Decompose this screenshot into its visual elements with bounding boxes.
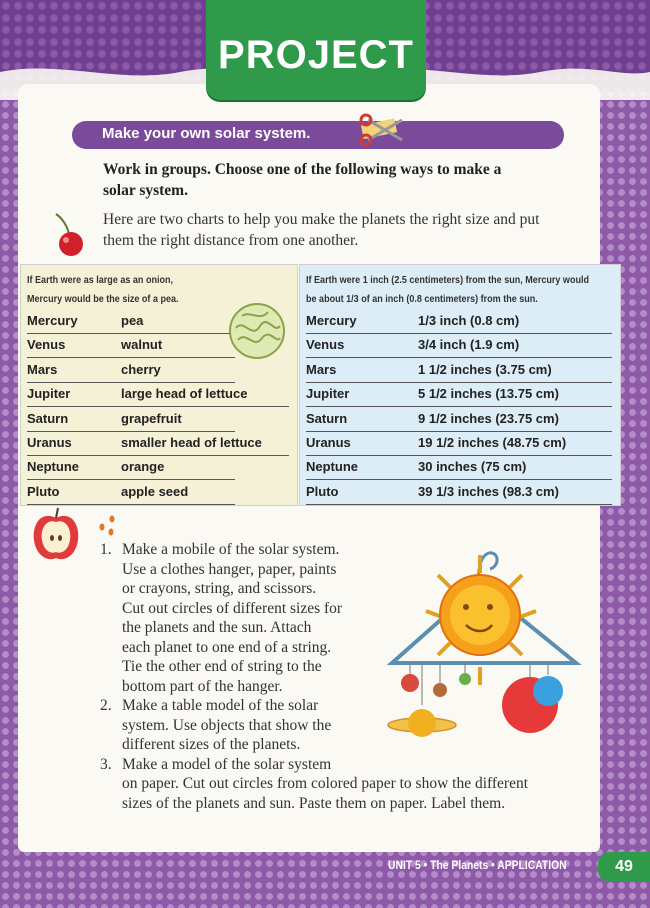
step-line: or crayons, string, and scissors. xyxy=(122,580,317,597)
intro-paragraph: Here are two charts to help you make the planets the right size and put them the right distance from one another. xyxy=(103,211,540,249)
planet-name: Saturn xyxy=(27,410,69,426)
solar-system-mobile-illustration xyxy=(380,545,590,760)
distance-value: 5 1/2 inches (13.75 cm) xyxy=(418,386,559,402)
size-chart-note-line: If Earth were as large as an onion, xyxy=(27,274,174,286)
step-line: bottom part of the hanger. xyxy=(122,677,283,695)
planet-distance-chart xyxy=(299,264,621,506)
table-row xyxy=(306,333,612,358)
list-item xyxy=(100,755,570,814)
planet-name: Mars xyxy=(27,361,58,377)
cherry-icon xyxy=(52,212,92,258)
planet-name: Uranus xyxy=(306,435,351,450)
planet-name: Neptune xyxy=(306,459,358,475)
comparison-object: orange xyxy=(121,459,165,475)
scissors-icon xyxy=(358,112,410,148)
table-row xyxy=(306,431,612,456)
banner-text: Make your own solar system. xyxy=(102,125,311,142)
table-row xyxy=(27,431,289,456)
planet-name: Mars xyxy=(306,361,337,377)
comparison-object: apple seed xyxy=(121,483,189,499)
step-line: the planets and the sun. Attach xyxy=(122,619,312,636)
distance-value: 3/4 inch (1.9 cm) xyxy=(418,337,520,353)
step-line: on paper. Cut out circles from colored paper to show the different xyxy=(122,775,529,792)
step-line: Use a clothes hanger, paper, paints xyxy=(122,560,337,578)
table-row xyxy=(27,358,235,383)
step-number: 3. xyxy=(100,755,112,773)
project-header-tab xyxy=(206,0,426,100)
table-row xyxy=(27,407,235,432)
table-row xyxy=(306,407,612,432)
page-title: PROJECT xyxy=(218,32,414,77)
step-number: 2. xyxy=(100,697,112,714)
seeds-icon xyxy=(96,515,120,537)
intro-instructions: Work in groups. Choose one of the following ways to make a solar system. xyxy=(103,161,502,199)
distance-chart-note-line: be about 1/3 of an inch (0.8 centimeters) from the sun. xyxy=(306,293,538,305)
distance-value: 39 1/3 inches (98.3 cm) xyxy=(418,483,559,499)
planet-name: Mercury xyxy=(27,313,78,328)
planet-name: Jupiter xyxy=(27,386,71,402)
lettuce-icon xyxy=(226,300,288,362)
comparison-object: grapefruit xyxy=(121,410,182,426)
table-row xyxy=(27,455,235,480)
size-chart-note xyxy=(27,271,179,309)
comparison-object: pea xyxy=(121,313,144,328)
planet-name: Mercury xyxy=(306,313,357,328)
distance-chart-note xyxy=(306,271,589,309)
table-row xyxy=(27,382,289,407)
table-row xyxy=(27,480,235,505)
table-row xyxy=(306,382,612,407)
planet-name: Pluto xyxy=(306,483,339,499)
distance-value: 1/3 inch (0.8 cm) xyxy=(418,313,520,328)
distance-value: 1 1/2 inches (3.75 cm) xyxy=(418,361,552,377)
comparison-object: walnut xyxy=(121,337,163,353)
step-line: system. Use objects that show the xyxy=(122,716,332,734)
step-line: Make a table model of the solar xyxy=(122,697,319,714)
planet-name: Pluto xyxy=(27,483,60,499)
step-line: sizes of the planets and sun. Paste them on paper. Label them. xyxy=(122,794,506,812)
comparison-object: large head of lettuce xyxy=(121,386,248,402)
table-row xyxy=(306,358,612,383)
size-chart-note-line: Mercury would be the size of a pea. xyxy=(27,293,179,305)
planet-name: Venus xyxy=(27,337,66,353)
table-row xyxy=(27,333,235,358)
step-line: different sizes of the planets. xyxy=(122,736,301,753)
planet-name: Neptune xyxy=(27,459,79,475)
table-row xyxy=(306,480,612,505)
comparison-object: cherry xyxy=(121,361,161,377)
planet-name: Venus xyxy=(306,337,345,353)
table-row xyxy=(306,455,612,480)
step-line: each planet to one end of a string. xyxy=(122,638,332,656)
table-row xyxy=(306,309,612,334)
step-line: Make a model of the solar system xyxy=(122,755,332,773)
page-number: 49 xyxy=(598,852,650,882)
step-line: Make a mobile of the solar system. xyxy=(122,541,340,558)
distance-value: 19 1/2 inches (48.75 cm) xyxy=(418,435,567,450)
distance-value: 30 inches (75 cm) xyxy=(418,459,527,475)
comparison-object: smaller head of lettuce xyxy=(121,435,262,450)
distance-chart-note-line: If Earth were 1 inch (2.5 centimeters) from the sun, Mercury would xyxy=(306,274,590,286)
planet-name: Uranus xyxy=(27,435,72,450)
step-number: 1. xyxy=(100,541,112,558)
unit-footer: UNIT 5 • The Planets • APPLICATION xyxy=(388,860,567,872)
planet-name: Saturn xyxy=(306,410,348,426)
distance-value: 9 1/2 inches (23.75 cm) xyxy=(418,410,559,426)
apple-icon xyxy=(30,506,82,564)
step-line: Tie the other end of string to the xyxy=(122,658,322,675)
section-banner xyxy=(72,121,564,149)
step-line: Cut out circles of different sizes for xyxy=(122,599,343,617)
planet-name: Jupiter xyxy=(306,386,350,402)
table-row xyxy=(27,309,235,334)
